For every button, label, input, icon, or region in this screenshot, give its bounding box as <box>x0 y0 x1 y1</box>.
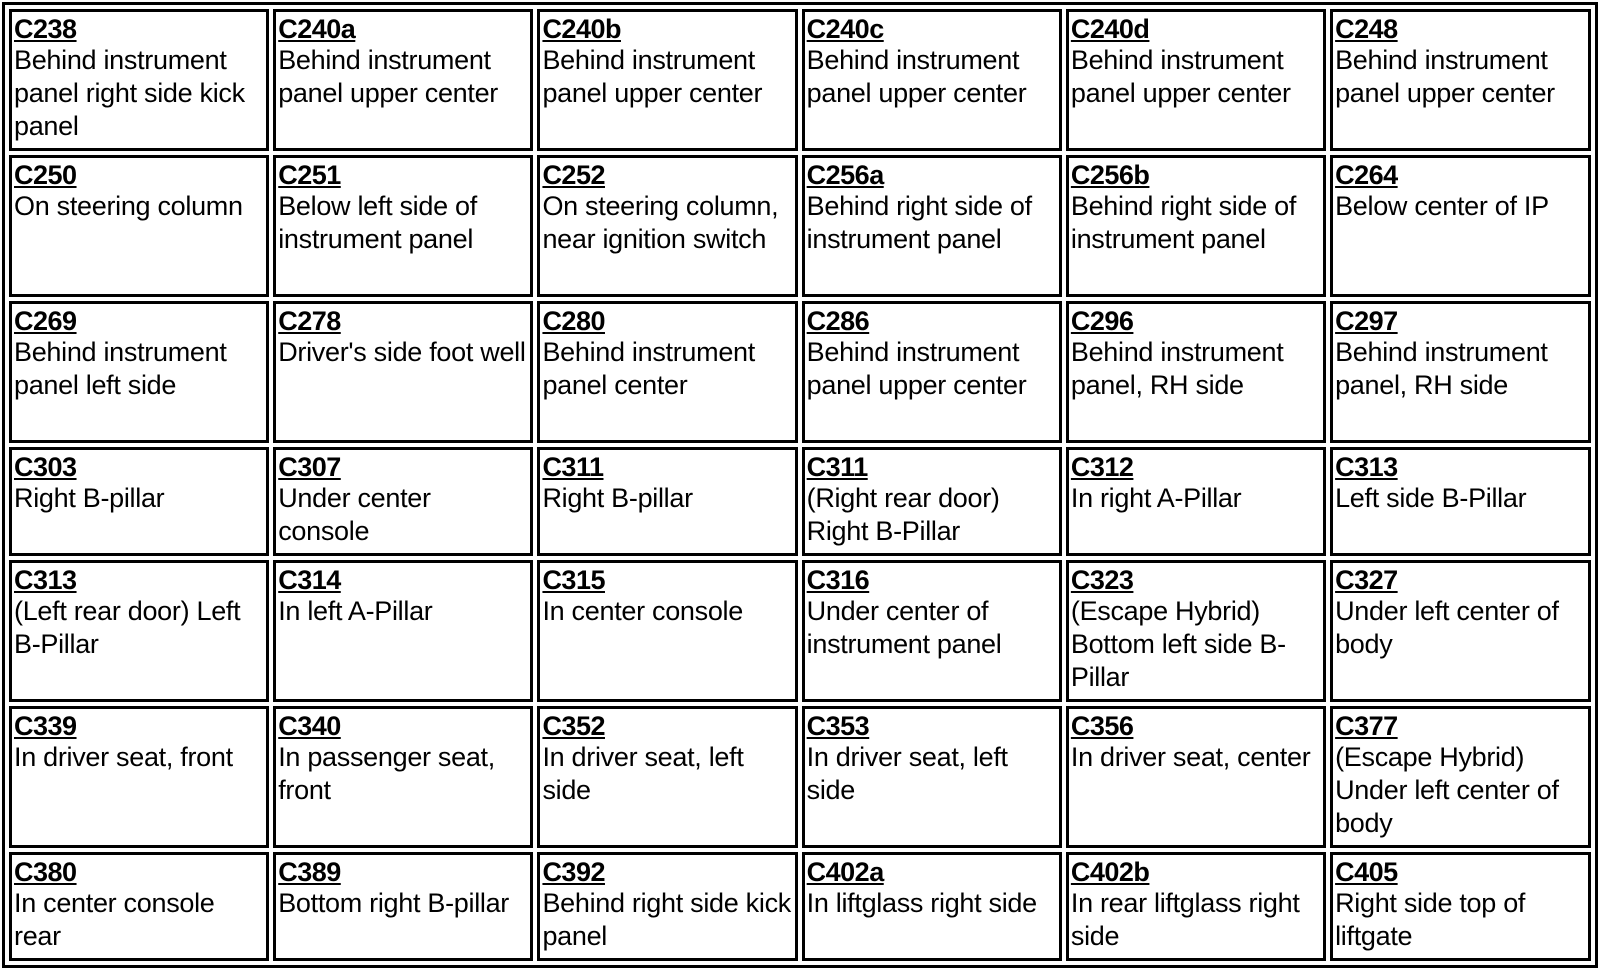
table-cell <box>273 706 533 848</box>
table-cell <box>802 447 1062 556</box>
connector-code: C307 <box>278 452 341 483</box>
connector-location: Right B-pillar <box>542 483 693 514</box>
connector-location: Behind instrument panel, RH side <box>1335 337 1548 401</box>
table-cell <box>802 9 1062 151</box>
connector-location: Under center of instrument panel <box>806 596 1002 659</box>
connector-location: On steering column, near ignition switch <box>542 191 779 255</box>
table-cell <box>537 560 797 702</box>
table-cell <box>537 301 797 443</box>
connector-code: C240a <box>278 14 356 44</box>
connector-code: C323 <box>1070 565 1134 595</box>
table-cell <box>1066 852 1326 961</box>
table-cell <box>1330 9 1591 151</box>
connector-location: (Right rear door) Right B-Pillar <box>806 483 1000 547</box>
connector-location: Behind instrument panel right side kick panel <box>14 45 245 141</box>
connector-code: C280 <box>542 306 605 337</box>
table-cell <box>537 9 797 151</box>
connector-code: C340 <box>278 711 341 742</box>
table-cell <box>9 852 269 961</box>
connector-code: C248 <box>1335 14 1398 44</box>
connector-location: Behind instrument panel upper center <box>1335 45 1555 108</box>
connector-code: C339 <box>14 711 77 742</box>
connector-location: Right side top of liftgate <box>1335 888 1526 952</box>
connector-location: Right B-pillar <box>14 483 165 514</box>
table-row <box>9 155 1591 297</box>
connector-location: In passenger seat, front <box>278 742 495 806</box>
connector-location: Behind right side kick panel <box>542 888 791 952</box>
table-cell <box>537 447 797 556</box>
table-cell <box>802 852 1062 961</box>
table-cell <box>273 560 533 702</box>
table-cell <box>802 560 1062 702</box>
connector-location: Behind instrument panel upper center <box>806 337 1027 401</box>
table-cell <box>1330 560 1591 702</box>
connector-location: Left side B-Pillar <box>1335 483 1527 514</box>
connector-code: C278 <box>278 306 341 337</box>
connector-location: Below left side of instrument panel <box>278 191 477 255</box>
table-cell <box>273 852 533 961</box>
table-cell <box>1330 852 1591 961</box>
connector-location: (Escape Hybrid) Bottom left side B-Pillar <box>1070 596 1286 692</box>
table-cell <box>9 706 269 848</box>
connector-code: C327 <box>1335 565 1398 595</box>
connector-location: In right A-Pillar <box>1070 483 1242 514</box>
connector-code: C405 <box>1335 857 1398 888</box>
connector-code: C312 <box>1070 452 1134 483</box>
connector-location: (Escape Hybrid) Under left center of body <box>1335 742 1559 839</box>
table-cell <box>9 447 269 556</box>
connector-location: In rear liftglass right side <box>1070 888 1300 952</box>
table-row <box>9 706 1591 848</box>
connector-code: C313 <box>14 565 77 595</box>
connector-location: Driver's side foot well <box>278 337 526 368</box>
connector-location-table <box>2 2 1598 968</box>
table-cell <box>1330 447 1591 556</box>
connector-code: C252 <box>542 160 605 191</box>
table-cell <box>802 155 1062 297</box>
table-cell <box>273 155 533 297</box>
connector-location: Bottom right B-pillar <box>278 888 509 919</box>
connector-location: Behind instrument panel, RH side <box>1070 337 1284 401</box>
table-cell <box>1066 301 1326 443</box>
connector-location: (Left rear door) Left B-Pillar <box>14 596 241 659</box>
connector-code: C240c <box>806 14 884 44</box>
connector-location: Behind instrument panel center <box>542 337 755 401</box>
table-row <box>9 852 1591 961</box>
connector-location: Behind instrument panel upper center <box>542 45 763 108</box>
connector-location: In left A-Pillar <box>278 596 433 626</box>
connector-code: C311 <box>542 452 604 483</box>
connector-code: C240b <box>542 14 621 44</box>
connector-code: C316 <box>806 565 870 595</box>
table-cell <box>9 155 269 297</box>
table-body <box>9 9 1591 961</box>
connector-location: Behind instrument panel left side <box>14 337 227 401</box>
connector-code: C352 <box>542 711 605 742</box>
table-cell <box>1330 301 1591 443</box>
connector-code: C240d <box>1070 14 1150 44</box>
table-cell <box>537 706 797 848</box>
table-cell <box>1330 706 1591 848</box>
connector-code: C353 <box>806 711 870 742</box>
connector-code: C269 <box>14 306 77 337</box>
connector-code: C297 <box>1335 306 1398 337</box>
table-cell <box>802 301 1062 443</box>
table-row <box>9 447 1591 556</box>
table-cell <box>537 155 797 297</box>
table-cell <box>802 706 1062 848</box>
connector-location: In driver seat, center <box>1070 742 1311 773</box>
table-cell <box>1066 560 1326 702</box>
connector-code: C377 <box>1335 711 1398 742</box>
connector-location-table-wrapper <box>2 2 1598 968</box>
connector-code: C264 <box>1335 160 1398 191</box>
connector-code: C392 <box>542 857 605 888</box>
connector-code: C389 <box>278 857 341 888</box>
connector-location: Behind instrument panel upper center <box>278 45 498 108</box>
connector-code: C402b <box>1070 857 1150 888</box>
connector-location: In driver seat, left side <box>542 742 744 806</box>
table-cell <box>9 301 269 443</box>
table-row <box>9 9 1591 151</box>
connector-location: In driver seat, front <box>14 742 233 773</box>
table-cell <box>9 560 269 702</box>
connector-code: C251 <box>278 160 341 191</box>
connector-code: C314 <box>278 565 341 595</box>
connector-location: Under left center of body <box>1335 596 1559 659</box>
table-cell <box>9 9 269 151</box>
table-cell <box>1066 447 1326 556</box>
connector-code: C380 <box>14 857 77 888</box>
connector-code: C402a <box>806 857 884 888</box>
table-cell <box>1066 9 1326 151</box>
connector-code: C250 <box>14 160 77 191</box>
connector-location: In driver seat, left side <box>806 742 1008 806</box>
table-cell <box>537 852 797 961</box>
table-row <box>9 560 1591 702</box>
connector-location: Below center of IP <box>1335 191 1549 222</box>
connector-location: In center console <box>542 596 743 626</box>
connector-code: C296 <box>1070 306 1134 337</box>
table-cell <box>1066 706 1326 848</box>
connector-code: C286 <box>806 306 870 337</box>
connector-code: C313 <box>1335 452 1398 483</box>
table-row <box>9 301 1591 443</box>
connector-code: C256a <box>806 160 884 191</box>
connector-location: Under center console <box>278 483 431 547</box>
table-cell <box>273 9 533 151</box>
table-cell <box>273 447 533 556</box>
connector-code: C303 <box>14 452 77 483</box>
connector-code: C315 <box>542 565 605 595</box>
connector-location: Behind instrument panel upper center <box>1070 45 1291 108</box>
connector-location: Behind instrument panel upper center <box>806 45 1027 108</box>
connector-code: C238 <box>14 14 77 44</box>
table-cell <box>1066 155 1326 297</box>
table-cell <box>1330 155 1591 297</box>
connector-location: Behind right side of instrument panel <box>806 191 1032 255</box>
connector-location: In liftglass right side <box>806 888 1037 919</box>
connector-code: C256b <box>1070 160 1150 191</box>
connector-location: On steering column <box>14 191 243 222</box>
connector-location: In center console rear <box>14 888 215 952</box>
connector-code: C311 <box>806 452 868 483</box>
table-cell <box>273 301 533 443</box>
connector-code: C356 <box>1070 711 1134 742</box>
connector-location: Behind right side of instrument panel <box>1070 191 1297 255</box>
